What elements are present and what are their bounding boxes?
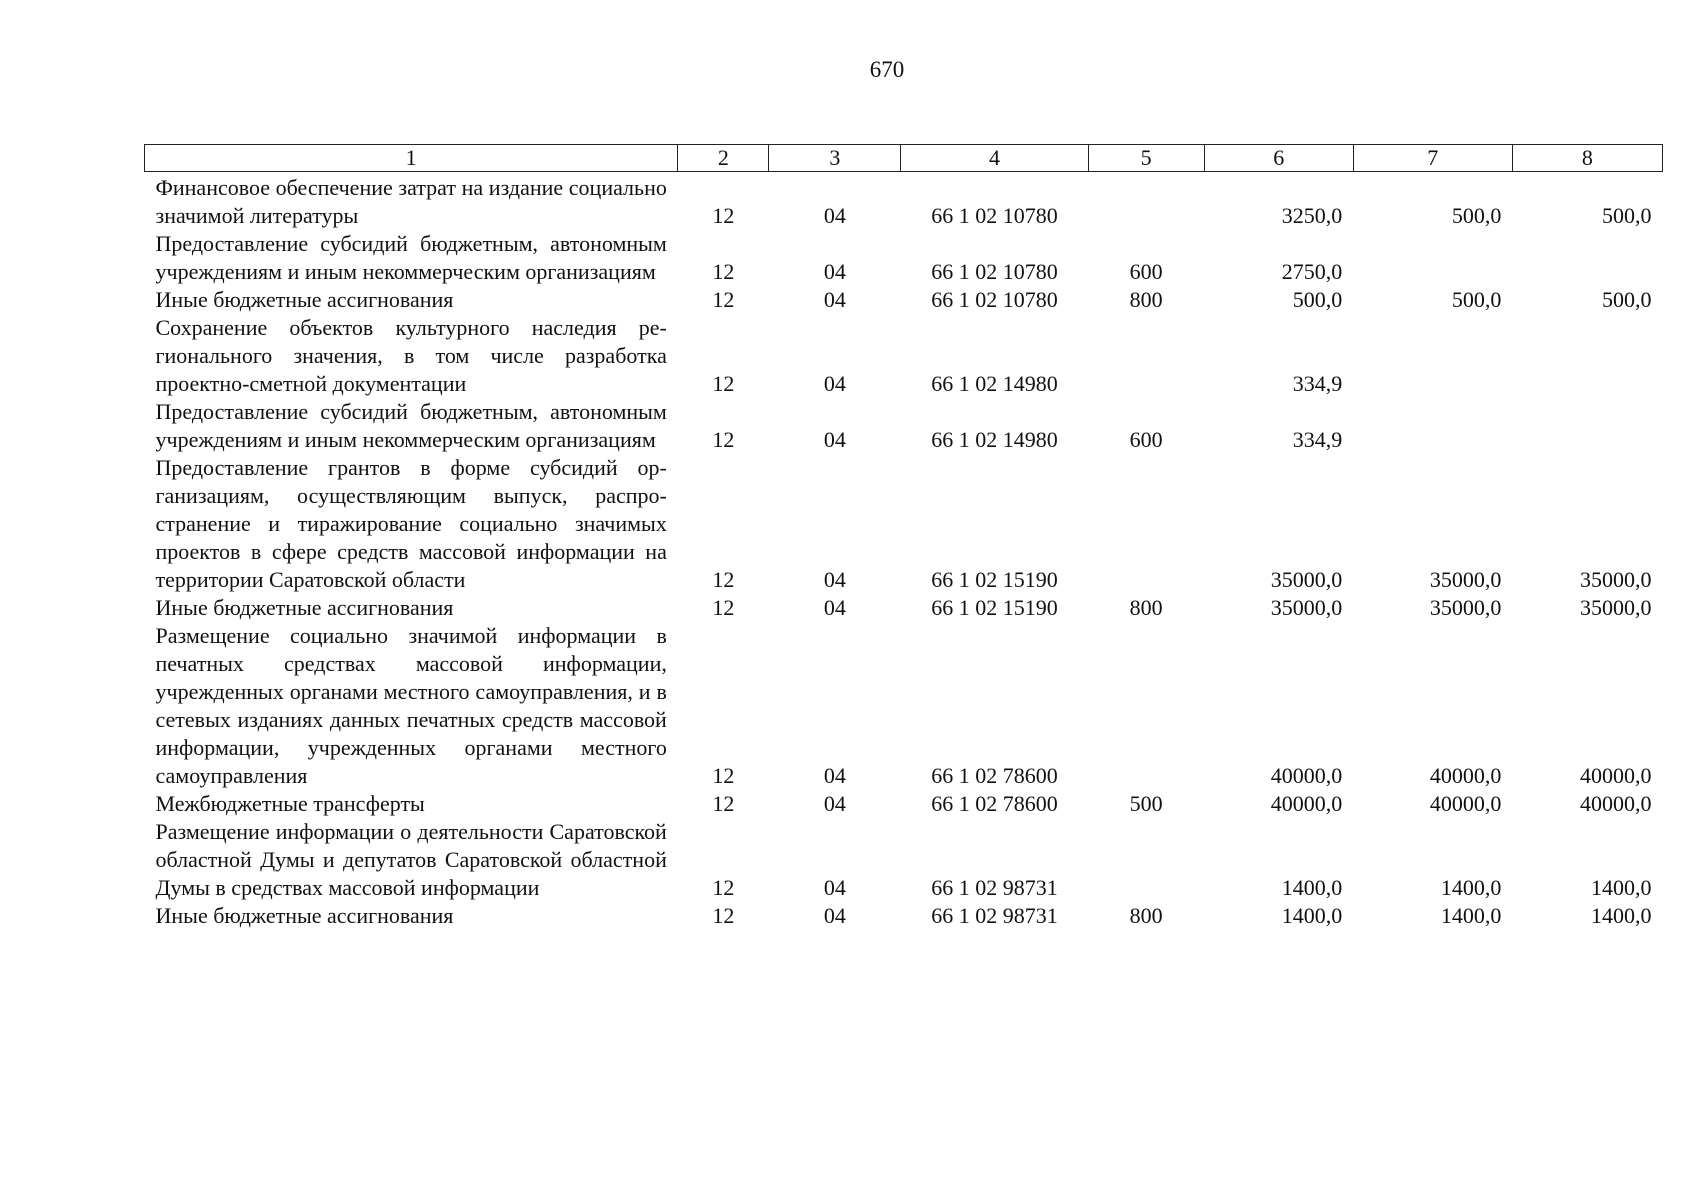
expense-type-code — [1088, 818, 1204, 902]
column-header-8: 8 — [1512, 145, 1662, 172]
section-code: 12 — [712, 903, 735, 928]
amount-col-7: 40000,0 — [1429, 763, 1502, 788]
table-row — [145, 172, 1663, 231]
section-code: 12 — [712, 763, 735, 788]
amount-col-7: 35000,0 — [1429, 595, 1502, 620]
table-row — [145, 454, 1663, 594]
amount-col-8: 1400,0 — [1591, 903, 1652, 928]
item-name: Межбюджетные трансферты — [155, 791, 425, 816]
item-name: Иные бюджетные ассигнования — [155, 287, 454, 312]
expense-type-code: 600 — [1129, 259, 1163, 284]
table-row — [145, 230, 1663, 286]
table-row — [145, 790, 1663, 818]
table-row — [145, 902, 1663, 930]
amount-col-7: 500,0 — [1451, 203, 1502, 228]
column-header-5: 5 — [1088, 145, 1204, 172]
item-name: Финансовое обеспечение затрат на издание социально значимой литературы — [155, 175, 667, 228]
column-header-4: 4 — [901, 145, 1088, 172]
amount-col-6: 1400,0 — [1281, 903, 1343, 928]
section-code: 12 — [712, 427, 735, 452]
amount-col-7 — [1353, 230, 1512, 286]
subsection-code: 04 — [823, 427, 846, 452]
item-name: Предоставление грантов в форме субсидий организациям, осуществляющим выпуск, распространение и тиражирование социально значимых проектов в сфере средств массовой информации на территории Саратовской области — [155, 455, 667, 592]
amount-col-8: 35000,0 — [1580, 567, 1652, 592]
section-code: 12 — [712, 259, 735, 284]
subsection-code: 04 — [823, 791, 846, 816]
expense-type-code: 800 — [1129, 903, 1163, 928]
target-article-code: 66 1 02 14980 — [931, 427, 1058, 452]
amount-col-8: 1400,0 — [1591, 875, 1652, 900]
item-name: Размещение социально значимой информации в печатных средствах массовой информации, учрежденных органами местного самоуправления, и в сетевых изданиях данных печатных средств массовой информации, учрежденных органами местного самоуправления — [155, 623, 667, 788]
budget-table — [144, 144, 1663, 930]
target-article-code: 66 1 02 78600 — [931, 763, 1058, 788]
item-name: Размещение информации о деятельности Саратовской областной Думы и депутатов Саратовской областной Думы в средствах массовой информации — [155, 819, 667, 900]
table-row — [145, 398, 1663, 454]
amount-col-6: 35000,0 — [1270, 567, 1343, 592]
section-code: 12 — [712, 567, 735, 592]
expense-type-code — [1088, 314, 1204, 398]
expense-type-code — [1088, 622, 1204, 790]
column-header-1: 1 — [145, 145, 678, 172]
amount-col-6: 334,9 — [1292, 371, 1343, 396]
amount-col-8: 35000,0 — [1580, 595, 1652, 620]
section-code: 12 — [712, 595, 735, 620]
table-row — [145, 622, 1663, 790]
amount-col-6: 40000,0 — [1270, 763, 1343, 788]
amount-col-6: 500,0 — [1292, 287, 1343, 312]
amount-col-8: 500,0 — [1602, 287, 1652, 312]
subsection-code: 04 — [823, 875, 846, 900]
target-article-code: 66 1 02 10780 — [931, 287, 1058, 312]
amount-col-6: 1400,0 — [1281, 875, 1343, 900]
item-name: Иные бюджетные ассигнования — [155, 903, 454, 928]
table-row — [145, 594, 1663, 622]
amount-col-6: 35000,0 — [1270, 595, 1343, 620]
column-header-6: 6 — [1204, 145, 1353, 172]
expense-type-code: 800 — [1129, 595, 1163, 620]
table-row — [145, 818, 1663, 902]
target-article-code: 66 1 02 15190 — [931, 595, 1058, 620]
column-header-3: 3 — [769, 145, 901, 172]
target-article-code: 66 1 02 14980 — [931, 371, 1058, 396]
column-header-2: 2 — [678, 145, 769, 172]
expense-type-code — [1088, 172, 1204, 231]
item-name: Предоставление субсидий бюджетным, автономным учреждениям и иным некоммерческим организациям — [155, 399, 667, 452]
target-article-code: 66 1 02 15190 — [931, 567, 1058, 592]
subsection-code: 04 — [823, 259, 846, 284]
target-article-code: 66 1 02 98731 — [931, 903, 1058, 928]
amount-col-6: 2750,0 — [1281, 259, 1343, 284]
header-row — [145, 145, 1663, 172]
section-code: 12 — [712, 791, 735, 816]
subsection-code: 04 — [823, 763, 846, 788]
subsection-code: 04 — [823, 287, 846, 312]
expense-type-code: 500 — [1129, 791, 1163, 816]
target-article-code: 66 1 02 98731 — [931, 875, 1058, 900]
subsection-code: 04 — [823, 203, 846, 228]
section-code: 12 — [712, 875, 735, 900]
amount-col-7 — [1353, 398, 1512, 454]
amount-col-8: 40000,0 — [1580, 763, 1652, 788]
table-header — [145, 145, 1663, 172]
table-row — [145, 314, 1663, 398]
amount-col-8: 500,0 — [1602, 203, 1652, 228]
expense-type-code: 600 — [1129, 427, 1163, 452]
subsection-code: 04 — [823, 903, 846, 928]
target-article-code: 66 1 02 10780 — [931, 203, 1058, 228]
subsection-code: 04 — [823, 595, 846, 620]
page-number: 670 — [869, 57, 905, 82]
amount-col-8 — [1512, 230, 1662, 286]
item-name: Иные бюджетные ассигнования — [155, 595, 454, 620]
subsection-code: 04 — [823, 567, 846, 592]
amount-col-6: 3250,0 — [1281, 203, 1343, 228]
target-article-code: 66 1 02 10780 — [931, 259, 1058, 284]
item-name: Сохранение объектов культурного наследия регионального значения, в том числе разработка проектно-сметной документации — [155, 315, 667, 396]
amount-col-7: 1400,0 — [1440, 903, 1502, 928]
expense-type-code: 800 — [1129, 287, 1163, 312]
section-code: 12 — [712, 203, 735, 228]
amount-col-7: 35000,0 — [1429, 567, 1502, 592]
amount-col-7: 1400,0 — [1440, 875, 1502, 900]
amount-col-8 — [1512, 398, 1662, 454]
table-body — [145, 172, 1663, 931]
subsection-code: 04 — [823, 371, 846, 396]
table-row — [145, 286, 1663, 314]
section-code: 12 — [712, 371, 735, 396]
section-code: 12 — [712, 287, 735, 312]
amount-col-6: 334,9 — [1292, 427, 1343, 452]
column-header-7: 7 — [1353, 145, 1512, 172]
expense-type-code — [1088, 454, 1204, 594]
amount-col-8 — [1512, 314, 1662, 398]
amount-col-7 — [1353, 314, 1512, 398]
item-name: Предоставление субсидий бюджетным, автономным учреждениям и иным некоммерческим организациям — [155, 231, 667, 284]
amount-col-7: 500,0 — [1451, 287, 1502, 312]
amount-col-6: 40000,0 — [1270, 791, 1343, 816]
target-article-code: 66 1 02 78600 — [931, 791, 1058, 816]
amount-col-7: 40000,0 — [1429, 791, 1502, 816]
amount-col-8: 40000,0 — [1580, 791, 1652, 816]
